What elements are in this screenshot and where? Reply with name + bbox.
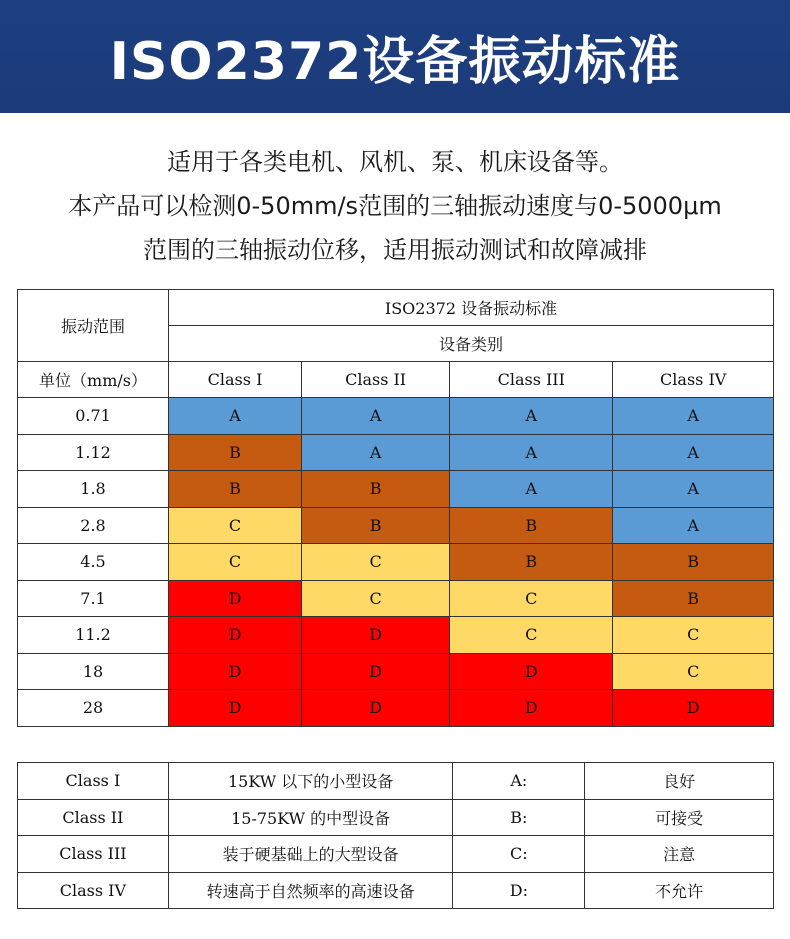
grade-cell: B (169, 434, 302, 471)
legend-grade-cell: A: (453, 763, 585, 800)
grade-cell: A (302, 434, 450, 471)
legend-row (18, 799, 774, 836)
grade-cell: A (613, 471, 774, 508)
grade-cell: A (450, 398, 613, 435)
grade-row (18, 617, 774, 654)
legend-class-cell: Class III (18, 836, 169, 873)
range-label-cell: 振动范围 (18, 290, 169, 362)
grade-cell: A (169, 398, 302, 435)
grade-cell: B (169, 471, 302, 508)
legend-row (18, 872, 774, 909)
grade-cell: D (302, 653, 450, 690)
grade-row (18, 471, 774, 508)
legend-meaning-cell: 良好 (585, 763, 774, 800)
velocity-value-cell: 28 (18, 690, 169, 727)
velocity-value-cell: 2.8 (18, 507, 169, 544)
intro-line-1: 适用于各类电机、风机、泵、机床设备等。 (167, 148, 623, 176)
legend-class-cell: Class I (18, 763, 169, 800)
category-label-cell: 设备类别 (169, 326, 774, 362)
class-header-cell: Class I (169, 362, 302, 398)
grade-cell: C (169, 507, 302, 544)
intro-line-2: 本产品可以检测0-50mm/s范围的三轴振动速度与0-5000μm (68, 192, 722, 220)
grade-cell: A (613, 434, 774, 471)
velocity-value-cell: 1.12 (18, 434, 169, 471)
grade-row (18, 434, 774, 471)
legend-grade-cell: B: (453, 799, 585, 836)
legend-table-body (18, 763, 774, 909)
legend-grade-cell: D: (453, 872, 585, 909)
grade-cell: A (302, 398, 450, 435)
grade-cell: D (450, 690, 613, 727)
grade-row (18, 507, 774, 544)
legend-description-cell: 装于硬基础上的大型设备 (168, 836, 453, 873)
velocity-value-cell: 18 (18, 653, 169, 690)
grade-cell: D (450, 653, 613, 690)
grade-row (18, 653, 774, 690)
page-title: ISO2372设备振动标准 (109, 32, 681, 92)
legend-meaning-cell: 不允许 (585, 872, 774, 909)
legend-description-cell: 转速高于自然频率的高速设备 (168, 872, 453, 909)
grade-cell: C (302, 544, 450, 581)
grade-cell: B (613, 544, 774, 581)
standard-table-body (18, 398, 774, 727)
grade-cell: D (169, 580, 302, 617)
grade-cell: D (169, 653, 302, 690)
intro-line-3: 范围的三轴振动位移，适用振动测试和故障减排 (143, 236, 647, 264)
grade-cell: B (450, 507, 613, 544)
velocity-value-cell: 1.8 (18, 471, 169, 508)
legend-row (18, 836, 774, 873)
grade-cell: C (450, 617, 613, 654)
class-header-cell: Class III (450, 362, 613, 398)
velocity-value-cell: 0.71 (18, 398, 169, 435)
grade-cell: D (613, 690, 774, 727)
class-header-cell: Class II (302, 362, 450, 398)
grade-cell: D (169, 617, 302, 654)
grade-cell: A (613, 507, 774, 544)
legend-row (18, 763, 774, 800)
legend-meaning-cell: 注意 (585, 836, 774, 873)
grade-row (18, 690, 774, 727)
class-header-cell: Class IV (613, 362, 774, 398)
legend-description-cell: 15-75KW 的中型设备 (168, 799, 453, 836)
grade-cell: C (450, 580, 613, 617)
legend-class-cell: Class II (18, 799, 169, 836)
grade-cell: B (450, 544, 613, 581)
grade-cell: B (302, 507, 450, 544)
grade-cell: D (302, 617, 450, 654)
grade-row (18, 580, 774, 617)
grade-cell: C (169, 544, 302, 581)
velocity-value-cell: 4.5 (18, 544, 169, 581)
grade-cell: A (450, 471, 613, 508)
legend-class-cell: Class IV (18, 872, 169, 909)
grade-row (18, 398, 774, 435)
grade-cell: B (613, 580, 774, 617)
vibration-standard-table (17, 289, 774, 727)
grade-cell: B (302, 471, 450, 508)
grade-cell: A (613, 398, 774, 435)
legend-meaning-cell: 可接受 (585, 799, 774, 836)
grade-cell: A (450, 434, 613, 471)
grade-cell: C (302, 580, 450, 617)
legend-table (17, 762, 774, 909)
grade-row (18, 544, 774, 581)
legend-grade-cell: C: (453, 836, 585, 873)
velocity-value-cell: 7.1 (18, 580, 169, 617)
title-banner (0, 0, 790, 113)
unit-label-cell: 单位（mm/s） (18, 362, 169, 398)
intro-text (0, 140, 790, 272)
standard-title-cell: ISO2372 设备振动标准 (169, 290, 774, 326)
grade-cell: C (613, 617, 774, 654)
grade-cell: D (302, 690, 450, 727)
grade-cell: D (169, 690, 302, 727)
grade-cell: C (613, 653, 774, 690)
legend-description-cell: 15KW 以下的小型设备 (168, 763, 453, 800)
velocity-value-cell: 11.2 (18, 617, 169, 654)
